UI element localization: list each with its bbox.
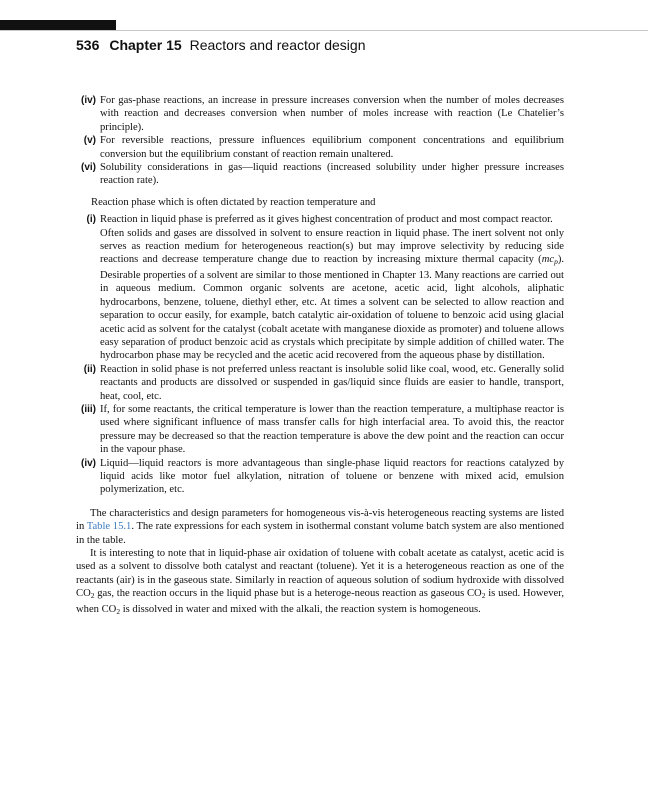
- subscript: 2: [481, 591, 486, 601]
- list-item-label: (iv): [81, 95, 96, 106]
- list-item-label: (iv): [81, 457, 96, 469]
- list-item: [76, 94, 564, 134]
- list-item-label: (vi): [81, 162, 96, 174]
- running-head: [76, 37, 365, 53]
- mcp-subscript: p: [554, 257, 558, 267]
- mcp-symbol: [542, 254, 558, 265]
- subscript: 2: [90, 591, 95, 601]
- body-paragraph: [76, 547, 564, 618]
- list-item-label: (v): [83, 135, 96, 147]
- table-reference-link[interactable]: Table 15.1: [86, 521, 132, 533]
- list-item: [76, 363, 564, 403]
- list-item-text: For gas-phase reactions, an increase in pressure increases conversion when the number of moles decreases with reaction and decreases conversion when number of moles increase with reaction (Le Chatelier’s principle).: [100, 95, 564, 133]
- subscript: 2: [116, 606, 121, 616]
- list-item-text: Reaction in liquid phase is preferred as it gives highest concentration of product and most compact reactor.: [100, 214, 553, 226]
- body-paragraph: [76, 507, 564, 547]
- list-item: [76, 403, 564, 457]
- list-item-paragraph: [100, 227, 564, 363]
- list-item: [76, 134, 564, 161]
- paragraph-text: The characteristics and design parameters for homogeneous vis-à-vis heterogeneous reacting systems are listed in: [76, 507, 564, 533]
- list-item-text: For reversible reactions, pressure influences equilibrium component concentrations and equilibrium conversion but the equilibrium constant of reaction remain unaltered.: [100, 135, 564, 160]
- paragraph-text: Often solids and gases are dissolved in solvent to ensure reaction in liquid phase. The inert solvent not only serves as reaction medium for heterogeneous reaction(s) but may improve selectivity by reducing side reactions and decrease temperature change due to reaction by increasing mixture thermal capacity (: [100, 227, 564, 266]
- header-rule: [0, 30, 648, 31]
- list-item-text: Reaction in solid phase is not preferred unless reactant is insoluble solid like coal, wood, etc. Generally solid reactants and products are dissolved or suspended in gas/liquid since fluids are easier to handle, transport, heat, cool, etc.: [100, 363, 564, 402]
- paragraph-text: . The rate expressions for each system in isothermal constant volume batch system are also mentioned in the table.: [76, 521, 564, 546]
- paragraph-text: is used. However, when CO: [76, 588, 564, 615]
- mcp-main: mc: [541, 254, 555, 266]
- page-number: 536: [76, 37, 100, 53]
- chapter-title: Reactors and reactor design: [189, 37, 366, 53]
- list-item: [76, 457, 564, 497]
- reaction-phase-intro: Reaction phase which is often dictated by reaction temperature and: [91, 196, 376, 208]
- list-item-label: (ii): [83, 363, 96, 375]
- list-item-label: (i): [86, 214, 96, 226]
- list-item-text: If, for some reactants, the critical temperature is lower than the reaction temperature, a multiphase reactor is used where significant influence of mass transfer calls for high interfacial area. To avoid this, the reactor pressure may be decreased so that the reaction temperature is above the dew point and the reaction can occur in the vapour phase.: [100, 403, 564, 456]
- list-item-label: (iii): [81, 403, 96, 415]
- list-item-text: Liquid—liquid reactors is more advantageous than single-phase liquid reactors for reactions catalyzed by liquid acids like motor fuel alkylation, nitration of toluene or benzene with mixed acid, emulsion polymerization, etc.: [100, 457, 564, 496]
- header-bar: [0, 20, 116, 30]
- list-item: [76, 161, 564, 188]
- chapter-label: Chapter 15: [109, 37, 182, 53]
- list-item: [76, 213, 564, 362]
- page-body: [76, 94, 564, 618]
- paragraph-text: ). Desirable properties of a solvent are similar to those mentioned in Chapter 13. Many reactions are carried out in aqueous medium. Common organic solvents are acetone, acetic acid, light alcohols, aliphatic hydrocarbons, benzene, toluene, diethyl ether, etc. At times a solvent can be selected to allow reaction and separation to occur easily, for example, batch catalytic air-oxidation of toluene to benzoic acid using glacial acetic acid as solvent for the catalyst (cobalt acetate with manganese dioxide as promoter) and toluene allows easy separation of product benzoic acid as crystals which precipitate by simple addition of chilled water. The hydrocarbon phase may be recycled and the acetic acid recovered from the aqueous phase by distillation.: [100, 254, 564, 362]
- paragraph-text: It is interesting to note that in liquid-phase air oxidation of toluene with cobalt acetate as catalyst, acetic acid is used as a solvent to dissolve both catalyst and reactant (toluene). Yet it is a heterogeneous reaction as one of the reactants (air) is in the gaseous state. Similarly in reaction of aqueous solution of sodium hydroxide with dissolved CO: [76, 548, 564, 600]
- paragraph-text: gas, the reaction occurs in the liquid phase but is a heteroge-neous reaction as gaseous CO: [94, 588, 482, 600]
- list-item-text: Solubility considerations in gas—liquid reactions (increased solubility under higher pressure increases reaction rate).: [100, 162, 564, 187]
- paragraph-text: is dissolved in water and mixed with the alkali, the reaction system is homogeneous.: [120, 603, 481, 615]
